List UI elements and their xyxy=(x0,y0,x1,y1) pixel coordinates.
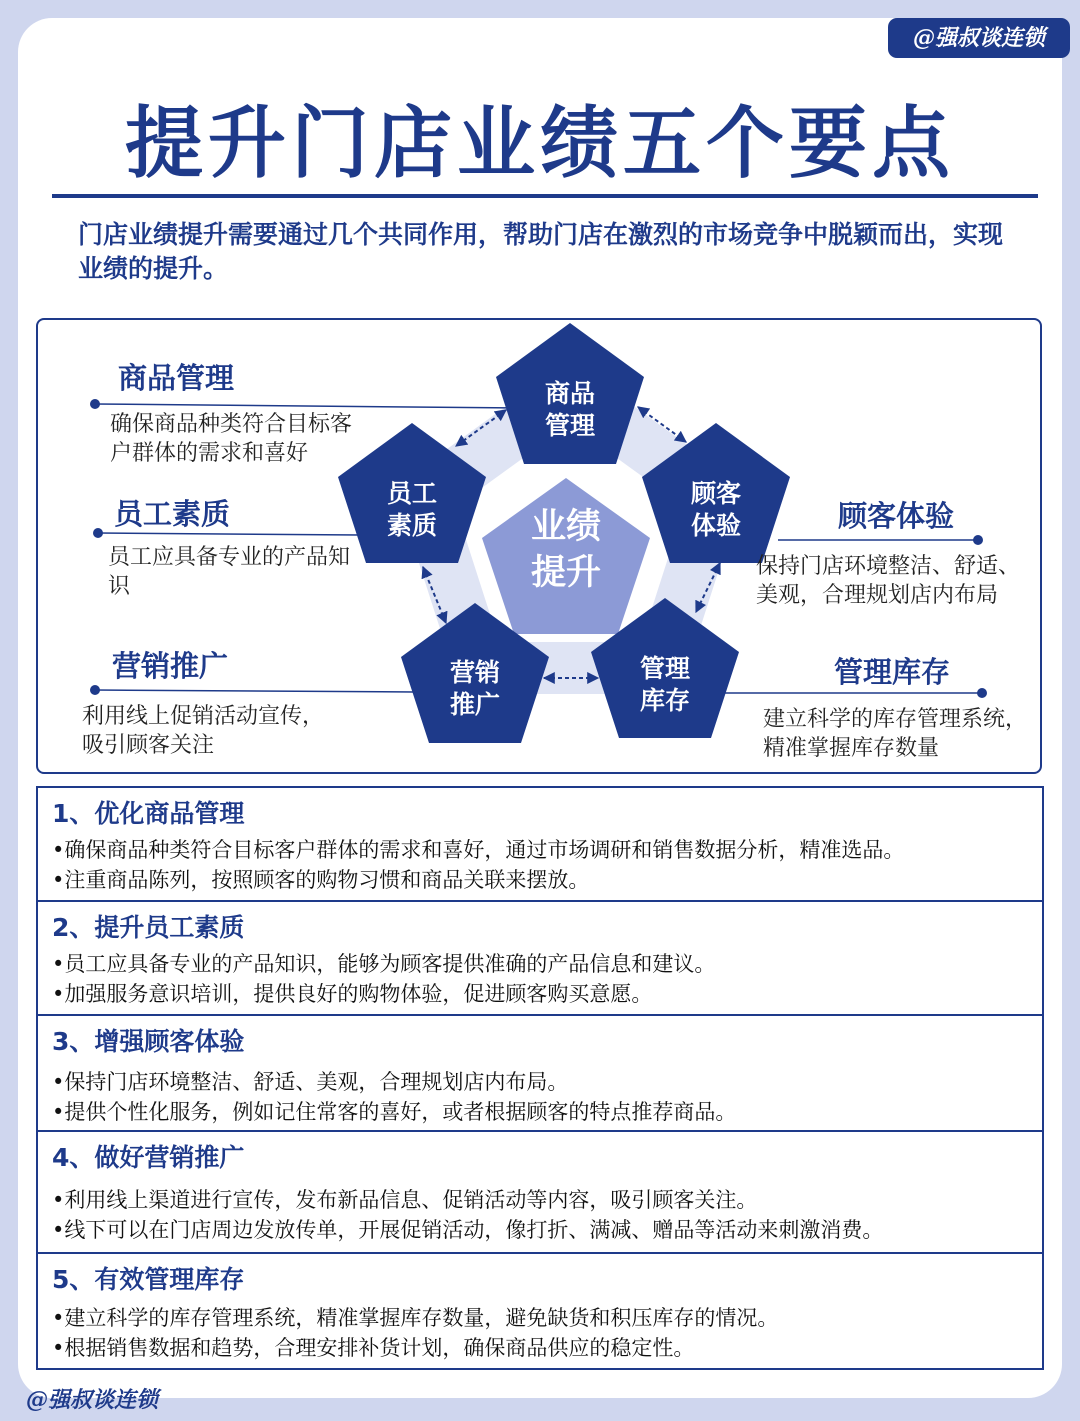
intro-text: 门店业绩提升需要通过几个共同作用，帮助门店在激烈的市场竞争中脱颖而出，实现业绩的提升。 xyxy=(78,220,1004,283)
connector-dot-marketing xyxy=(90,685,100,695)
section-bullet: •利用线上渠道进行宣传，发布新品信息、促销活动等内容，吸引顾客关注。 xyxy=(52,1188,758,1212)
side-title-marketing: 营销推广 xyxy=(112,649,229,683)
connector-dot-customer xyxy=(973,535,983,545)
section-bullet: •提供个性化服务，例如记住常客的喜好，或者根据顾客的特点推荐商品。 xyxy=(52,1100,737,1124)
node-customer-line1: 顾客 xyxy=(690,479,742,508)
node-goods-line1: 商品 xyxy=(544,379,596,408)
node-inventory-line1: 管理 xyxy=(639,654,691,683)
connector-goods xyxy=(95,404,518,408)
section-goods xyxy=(36,786,1044,902)
side-desc-goods xyxy=(110,410,352,468)
section-title: 4、做好营销推广 xyxy=(52,1143,245,1172)
node-marketing-line1: 营销 xyxy=(449,658,501,687)
side-desc-marketing-line2: 吸引顾客关注 xyxy=(82,733,215,758)
center-label-line2: 提升 xyxy=(530,553,602,593)
side-desc-inventory-line1: 建立科学的库存管理系统， xyxy=(763,707,1028,732)
side-title-staff: 员工素质 xyxy=(114,497,231,531)
section-bullet: •线下可以在门店周边发放传单，开展促销活动，像打折、满减、赠品等活动来刺激消费。 xyxy=(52,1218,884,1242)
section-bullet: •确保商品种类符合目标客户群体的需求和喜好，通过市场调研和销售数据分析，精准选品。 xyxy=(52,838,905,862)
side-desc-customer xyxy=(756,552,1020,610)
section-bullet: •加强服务意识培训，提供良好的购物体验，促进顾客购买意愿。 xyxy=(52,982,653,1006)
section-inventory xyxy=(36,1252,1044,1370)
side-desc-marketing-line1: 利用线上促销活动宣传， xyxy=(82,704,325,729)
side-title-customer: 顾客体验 xyxy=(838,499,955,533)
connector-staff xyxy=(98,533,360,535)
connector-dot-inventory xyxy=(977,688,987,698)
side-desc-customer-line2: 美观，合理规划店内布局 xyxy=(756,583,999,608)
side-desc-goods-line2: 户群体的需求和喜好 xyxy=(110,441,309,466)
section-bullet: •建立科学的库存管理系统，精准掌握库存数量，避免缺货和积压库存的情况。 xyxy=(52,1306,779,1330)
page-title: 提升门店业绩五个要点 xyxy=(124,99,955,189)
connector-dot-staff xyxy=(93,528,103,538)
side-desc-inventory-line2: 精准掌握库存数量 xyxy=(763,736,940,761)
section-staff xyxy=(36,900,1044,1016)
section-bullet: •根据销售数据和趋势，合理安排补货计划，确保商品供应的稳定性。 xyxy=(52,1336,695,1360)
section-bullet: •员工应具备专业的产品知识，能够为顾客提供准确的产品信息和建议。 xyxy=(52,952,716,976)
section-title: 2、提升员工素质 xyxy=(52,913,245,942)
node-staff-line2: 素质 xyxy=(386,511,438,540)
side-desc-goods-line1: 确保商品种类符合目标客 xyxy=(110,412,353,437)
node-inventory-line2: 库存 xyxy=(639,686,691,715)
side-title-goods: 商品管理 xyxy=(118,361,235,395)
footer-signature: @强叔谈连锁 xyxy=(26,1387,159,1413)
node-customer-line2: 体验 xyxy=(690,511,742,540)
section-title: 3、增强顾客体验 xyxy=(52,1027,245,1056)
section-bullet: •保持门店环境整洁、舒适、美观，合理规划店内布局。 xyxy=(52,1070,569,1094)
brand-tag: @强叔谈连锁 xyxy=(888,18,1070,58)
section-marketing xyxy=(36,1130,1044,1254)
side-desc-staff-line2: 识 xyxy=(108,574,131,599)
node-goods-line2: 管理 xyxy=(544,411,596,440)
section-title: 1、优化商品管理 xyxy=(52,799,245,828)
side-title-inventory: 管理库存 xyxy=(834,655,951,689)
connector-dot-goods xyxy=(90,399,100,409)
section-title: 5、有效管理库存 xyxy=(52,1265,245,1294)
side-desc-customer-line1: 保持门店环境整洁、舒适、 xyxy=(756,554,1021,579)
side-desc-staff xyxy=(108,543,350,601)
side-desc-inventory xyxy=(763,705,1027,763)
node-staff-line1: 员工 xyxy=(386,479,438,508)
side-desc-marketing xyxy=(82,702,324,760)
connector-marketing xyxy=(95,690,415,692)
side-desc-staff-line1: 员工应具备专业的产品知 xyxy=(108,545,351,570)
node-marketing-line2: 推广 xyxy=(449,690,501,719)
section-customer xyxy=(36,1014,1044,1132)
section-bullet: •注重商品陈列，按照顾客的购物习惯和商品关联来摆放。 xyxy=(52,868,590,892)
center-label-line1: 业绩 xyxy=(530,507,602,547)
